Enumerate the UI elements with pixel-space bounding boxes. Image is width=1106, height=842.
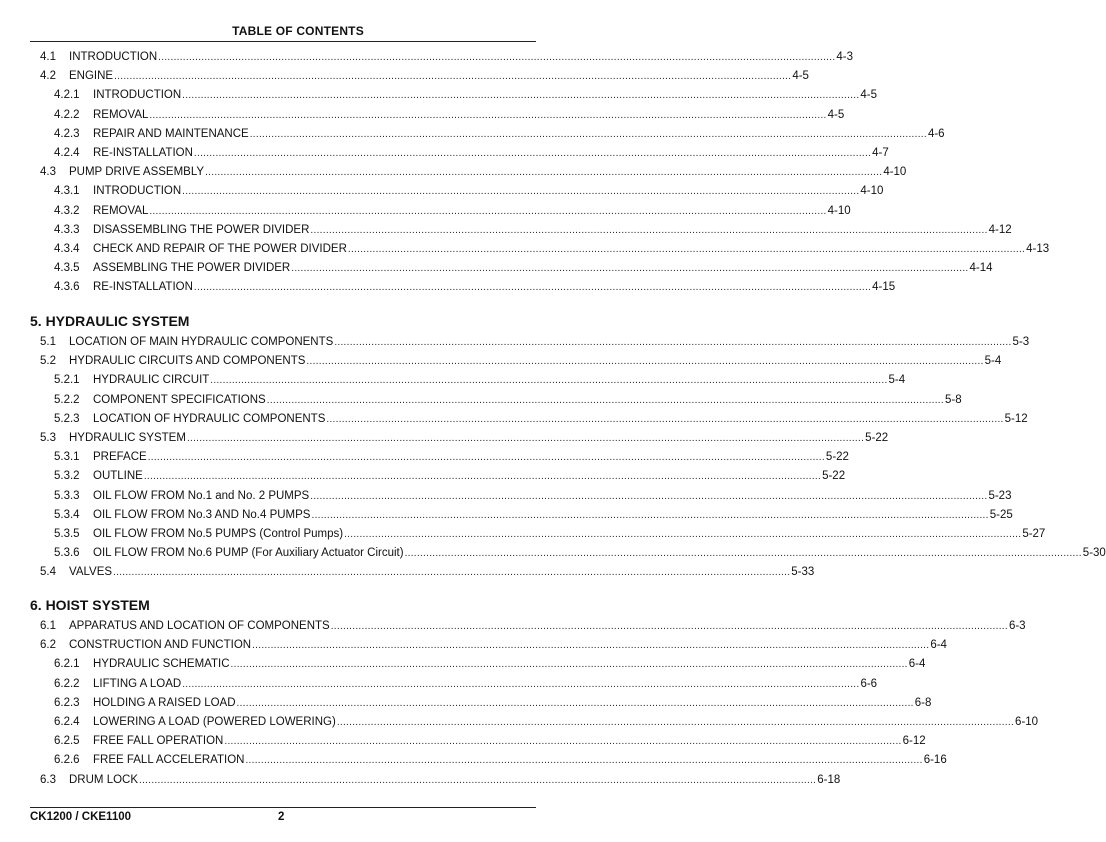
toc-entry-page: 4-7 <box>872 147 889 159</box>
toc-entry-title: REMOVAL <box>93 204 149 217</box>
page-header: TABLE OF CONTENTS <box>232 24 364 38</box>
toc-entry <box>40 352 1002 368</box>
toc-entry <box>54 506 1013 522</box>
toc-leader-dots: ............................................................................................................................................................................................................................ <box>205 167 883 179</box>
toc-entry-page: 4-10 <box>860 185 884 198</box>
toc-entry-title: FREE FALL OPERATION <box>93 735 224 748</box>
toc-entry <box>40 163 907 179</box>
toc-leader-dots: ............................................................................................................................................................................................................................ <box>182 90 860 102</box>
toc-entry-number: 5.2.2 <box>54 393 80 406</box>
toc-entry-title: HYDRAULIC SYSTEM <box>69 432 186 444</box>
toc-entry <box>54 694 932 710</box>
toc-entry-number: 6.2 <box>40 639 56 652</box>
toc-entry-page: 5-8 <box>944 393 962 406</box>
toc-entry-number: 6.2.2 <box>54 677 80 690</box>
toc-entry-title: ASSEMBLING THE POWER DIVIDER <box>93 262 291 275</box>
footer-rule <box>30 807 536 808</box>
toc-entry-title: OIL FLOW FROM No.3 AND No.4 PUMPS <box>93 508 311 521</box>
toc-entry-number: 4.3.1 <box>54 185 80 198</box>
toc-entry-number: 4.2.4 <box>54 147 80 159</box>
toc-entry-number: 4.3.4 <box>54 243 80 255</box>
toc-entry <box>54 467 846 483</box>
toc-entry-page: 4-10 <box>827 204 851 217</box>
toc-leader-dots: ............................................................................................................................................................................................................................ <box>310 490 988 502</box>
toc-entry-number: 4.3.6 <box>54 281 80 294</box>
toc-entry-title: RE-INSTALLATION <box>93 281 193 294</box>
toc-entry-number: 6.2.1 <box>54 658 80 671</box>
toc-leader-dots: ............................................................................................................................................................................................................................ <box>236 697 914 709</box>
toc-leader-dots: ............................................................................................................................................................................................................................ <box>404 548 1082 560</box>
toc-entry <box>40 48 854 64</box>
toc-entry <box>40 563 815 579</box>
toc-entry-page: 4-3 <box>836 51 854 63</box>
toc-entry-title: OIL FLOW FROM No.5 PUMPS (Control Pumps) <box>93 528 344 540</box>
toc-leader-dots: ............................................................................................................................................................................................................................ <box>113 567 791 579</box>
toc-entry-page: 4-10 <box>883 166 907 179</box>
toc-entry-title: LIFTING A LOAD <box>93 677 182 690</box>
toc-entry-number: 6.2.3 <box>54 696 80 709</box>
toc-entry-title: REMOVAL <box>93 108 149 121</box>
toc-entry <box>54 544 1106 560</box>
toc-entry <box>54 410 1028 426</box>
toc-entry-number: 5.1 <box>40 336 56 348</box>
toc-leader-dots: ............................................................................................................................................................................................................................ <box>334 337 1012 348</box>
toc-entry-page: 5-23 <box>988 489 1012 502</box>
toc-entry-title: COMPONENT SPECIFICATIONS <box>93 393 266 406</box>
toc-leader-dots: ............................................................................................................................................................................................................................ <box>344 529 1022 540</box>
toc-entry-title: PREFACE <box>93 451 147 464</box>
toc-leader-dots: ............................................................................................................................................................................................................................ <box>193 282 872 294</box>
toc-entry-number: 4.2.3 <box>54 127 80 140</box>
toc-leader-dots: ............................................................................................................................................................................................................................ <box>210 375 888 387</box>
toc-entry-number: 4.1 <box>40 51 56 63</box>
toc-entry-page: 6-3 <box>1008 620 1026 632</box>
toc-entry-number: 5.4 <box>40 566 56 579</box>
toc-leader-dots: ............................................................................................................................................................................................................................ <box>326 413 1004 425</box>
toc-entry-number: 5.3.2 <box>54 470 80 483</box>
toc-entry-number: 4.3.3 <box>54 223 80 236</box>
toc-entry-page: 5-4 <box>888 374 906 387</box>
toc-entry <box>54 202 851 218</box>
toc-leader-dots: ............................................................................................................................................................................................................................ <box>310 224 988 236</box>
toc-leader-dots: ............................................................................................................................................................................................................................ <box>114 71 792 83</box>
toc-entry-number: 4.3.5 <box>54 262 80 275</box>
toc-entry <box>40 617 1026 633</box>
toc-entry-number: 4.2.1 <box>54 89 80 102</box>
toc-leader-dots: ............................................................................................................................................................................................................................ <box>186 433 865 444</box>
toc-entry-page: 6-18 <box>817 773 841 786</box>
toc-entry-title: FREE FALL ACCELERATION <box>93 754 245 767</box>
toc-entry-page: 4-5 <box>827 108 845 121</box>
toc-entry <box>54 86 878 102</box>
toc-entry-title: DISASSEMBLING THE POWER DIVIDER <box>93 223 310 236</box>
toc-leader-dots: ............................................................................................................................................................................................................................ <box>252 640 930 652</box>
toc-entry-page: 5-3 <box>1012 336 1030 348</box>
footer-page-number: 2 <box>278 811 285 823</box>
toc-leader-dots: ............................................................................................................................................................................................................................ <box>249 128 927 140</box>
toc-entry <box>40 67 809 83</box>
toc-entry <box>40 771 841 787</box>
toc-entry-page: 4-6 <box>927 127 945 140</box>
toc-entry-title: ENGINE <box>69 70 114 83</box>
toc-entry-page: 5-33 <box>791 566 815 579</box>
toc-leader-dots: ............................................................................................................................................................................................................................ <box>143 471 822 483</box>
toc-entry-title: HYDRAULIC CIRCUIT <box>93 374 210 387</box>
toc-entry <box>54 448 849 464</box>
toc-entry-page: 5-12 <box>1004 412 1028 425</box>
toc-entry <box>40 636 947 652</box>
toc-leader-dots: ............................................................................................................................................................................................................................ <box>149 109 827 121</box>
toc-entry-page: 4-15 <box>872 281 896 294</box>
toc-entry <box>54 655 926 671</box>
toc-leader-dots: ............................................................................................................................................................................................................................ <box>330 621 1008 632</box>
toc-entry-title: CONSTRUCTION AND FUNCTION <box>69 639 252 652</box>
toc-entry-number: 5.3.5 <box>54 528 80 540</box>
toc-entry <box>54 732 926 748</box>
toc-entry <box>54 525 1046 541</box>
toc-entry-title: PUMP DRIVE ASSEMBLY <box>69 166 205 179</box>
toc-leader-dots: ............................................................................................................................................................................................................................ <box>347 244 1026 255</box>
toc-entry-page: 6-10 <box>1015 716 1039 728</box>
toc-entry-page: 6-4 <box>908 658 926 671</box>
toc-entry <box>54 487 1012 503</box>
toc-entry-title: INTRODUCTION <box>93 89 182 102</box>
toc-leader-dots: ............................................................................................................................................................................................................................ <box>291 263 969 275</box>
toc-entry-number: 6.1 <box>40 620 56 632</box>
toc-entry-title: HYDRAULIC SCHEMATIC <box>93 658 230 671</box>
toc-entry-number: 4.2 <box>40 70 56 83</box>
toc-leader-dots: ............................................................................................................................................................................................................................ <box>139 774 817 786</box>
toc-entry-page: 5-30 <box>1082 547 1106 560</box>
toc-entry-title: VALVES <box>69 566 113 579</box>
toc-leader-dots: ............................................................................................................................................................................................................................ <box>193 148 872 159</box>
toc-entry <box>54 675 878 691</box>
toc-entry-title: APPARATUS AND LOCATION OF COMPONENTS <box>69 620 330 632</box>
toc-entry-page: 5-22 <box>825 451 849 464</box>
section-heading: 6. HOIST SYSTEM <box>30 597 150 613</box>
toc-leader-dots: ............................................................................................................................................................................................................................ <box>149 205 827 217</box>
toc-entry-page: 5-27 <box>1022 528 1046 540</box>
toc-leader-dots: ............................................................................................................................................................................................................................ <box>266 394 944 406</box>
toc-entry <box>54 751 947 767</box>
toc-leader-dots: ............................................................................................................................................................................................................................ <box>311 509 989 521</box>
toc-entry-page: 4-5 <box>792 70 809 83</box>
toc-entry <box>54 278 896 294</box>
toc-entry-title: LOCATION OF MAIN HYDRAULIC COMPONENTS <box>69 336 334 348</box>
toc-leader-dots: ............................................................................................................................................................................................................................ <box>147 452 825 464</box>
toc-entry-title: INTRODUCTION <box>93 185 182 198</box>
toc-entry <box>54 125 945 141</box>
toc-entry <box>54 240 1050 256</box>
toc-entry-title: REPAIR AND MAINTENANCE <box>93 127 249 140</box>
toc-entry-number: 6.2.6 <box>54 754 80 767</box>
toc-entry-title: DRUM LOCK <box>69 773 139 786</box>
toc-leader-dots: ............................................................................................................................................................................................................................ <box>230 659 908 671</box>
toc-entry-page: 5-22 <box>865 432 889 444</box>
toc-entry <box>54 221 1012 237</box>
toc-entry-number: 4.2.2 <box>54 108 80 121</box>
toc-entry-number: 6.2.5 <box>54 735 80 748</box>
toc-leader-dots: ............................................................................................................................................................................................................................ <box>182 678 860 690</box>
toc-entry-title: CHECK AND REPAIR OF THE POWER DIVIDER <box>93 243 347 255</box>
toc-entry-page: 5-22 <box>822 470 846 483</box>
toc-entry-title: OIL FLOW FROM No.1 and No. 2 PUMPS <box>93 489 310 502</box>
toc-entry <box>54 713 1039 729</box>
toc-entry-number: 5.3 <box>40 432 56 444</box>
header-rule <box>30 41 536 42</box>
toc-entry-page: 4-14 <box>969 262 993 275</box>
toc-entry-page: 6-16 <box>923 754 947 767</box>
toc-entry-number: 5.3.3 <box>54 489 80 502</box>
toc-entry-title: OUTLINE <box>93 470 143 483</box>
toc-entry-number: 5.2.1 <box>54 374 80 387</box>
toc-leader-dots: ............................................................................................................................................................................................................................ <box>245 755 923 767</box>
toc-entry-page: 6-6 <box>860 677 878 690</box>
toc-entry-number: 5.3.6 <box>54 547 80 560</box>
toc-entry-page: 6-4 <box>930 639 947 652</box>
toc-entry-number: 4.3 <box>40 166 56 179</box>
toc-leader-dots: ............................................................................................................................................................................................................................ <box>224 736 902 748</box>
toc-entry-page: 5-4 <box>984 355 1002 368</box>
toc-entry <box>54 259 993 275</box>
toc-entry-number: 6.3 <box>40 773 56 786</box>
toc-entry-title: LOWERING A LOAD (POWERED LOWERING) <box>93 716 336 728</box>
toc-entry-number: 5.3.4 <box>54 508 80 521</box>
toc-leader-dots: ............................................................................................................................................................................................................................ <box>182 186 860 198</box>
toc-entry-number: 5.3.1 <box>54 451 80 464</box>
toc-entry-title: LOCATION OF HYDRAULIC COMPONENTS <box>93 412 326 425</box>
footer-model: CK1200 / CKE1100 <box>30 811 132 823</box>
section-heading: 5. HYDRAULIC SYSTEM <box>30 313 190 329</box>
toc-entry-page: 5-25 <box>989 508 1013 521</box>
toc-entry-number: 5.2 <box>40 355 56 368</box>
toc-entry <box>40 333 1030 349</box>
toc-leader-dots: ............................................................................................................................................................................................................................ <box>336 717 1015 728</box>
toc-entry <box>54 371 906 387</box>
toc-entry-page: 4-12 <box>988 223 1012 236</box>
toc-entry-page: 6-12 <box>902 735 926 748</box>
toc-entry <box>54 144 889 160</box>
toc-entry-number: 4.3.2 <box>54 204 80 217</box>
toc-entry-number: 5.2.3 <box>54 412 80 425</box>
toc-entry-title: HYDRAULIC CIRCUITS AND COMPONENTS <box>69 355 306 368</box>
toc-entry <box>54 391 962 407</box>
toc-leader-dots: ............................................................................................................................................................................................................................ <box>306 356 984 368</box>
toc-entry-page: 6-8 <box>914 696 932 709</box>
toc-entry <box>54 182 884 198</box>
toc-entry-page: 4-5 <box>860 89 878 102</box>
toc-entry-page: 4-13 <box>1026 243 1050 255</box>
toc-leader-dots: ............................................................................................................................................................................................................................ <box>158 52 836 63</box>
toc-entry-title: RE-INSTALLATION <box>93 147 193 159</box>
toc-entry-title: OIL FLOW FROM No.6 PUMP (For Auxiliary Actuator Circuit) <box>93 547 404 560</box>
toc-entry <box>54 106 845 122</box>
toc-entry-number: 6.2.4 <box>54 716 80 728</box>
toc-entry-title: INTRODUCTION <box>69 51 158 63</box>
toc-entry <box>40 429 889 445</box>
toc-entry-title: HOLDING A RAISED LOAD <box>93 696 236 709</box>
